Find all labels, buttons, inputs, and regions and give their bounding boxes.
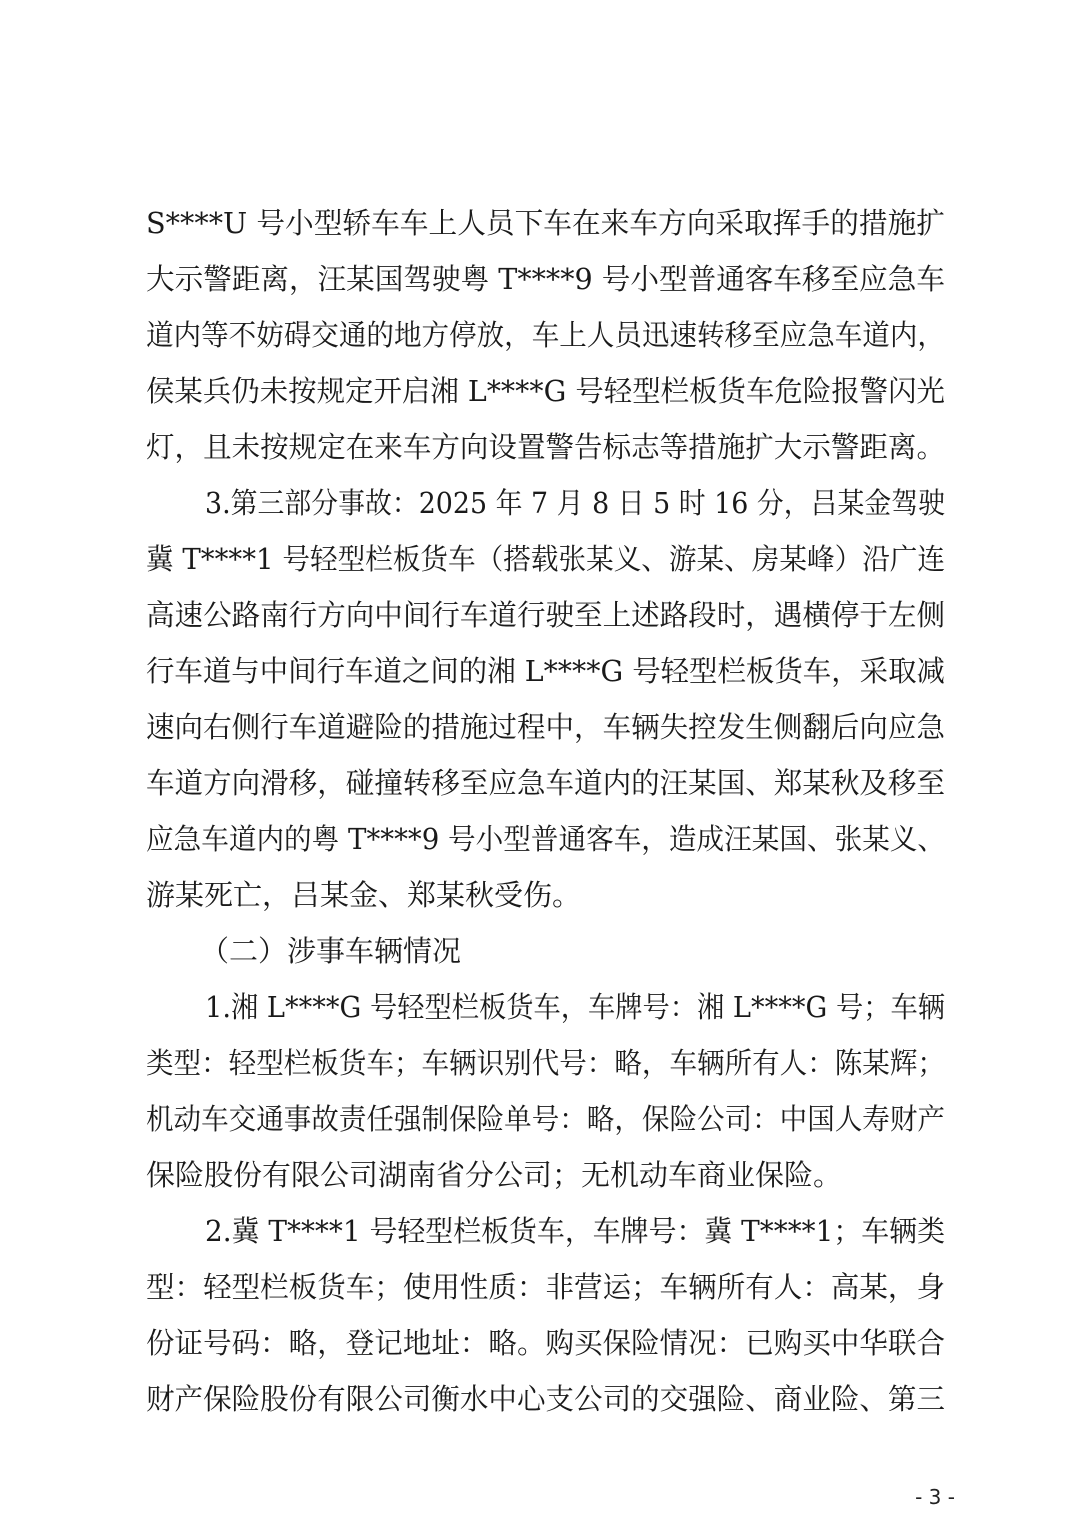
text-line-content: 保险股份有限公司湖南省分公司；无机动车商业保险。 xyxy=(146,1158,843,1192)
text-line-content: 机动车交通事故责任强制保险单号：略，保险公司：中国人寿财产 xyxy=(146,1102,945,1136)
text-line xyxy=(0,759,1080,807)
text-line xyxy=(0,535,1080,583)
text-line xyxy=(0,871,1080,919)
text-line xyxy=(0,1263,1080,1311)
text-line xyxy=(0,479,1080,527)
text-line xyxy=(0,1375,1080,1423)
text-line xyxy=(0,1151,1080,1199)
text-line-content: 大示警距离，汪某国驾驶粤 T****9 号小型普通客车移至应急车 xyxy=(146,262,945,296)
text-line-content: 3.第三部分事故：2025 年 7 月 8 日 5 时 16 分，吕某金驾驶 xyxy=(205,486,945,520)
text-line xyxy=(0,591,1080,639)
text-line xyxy=(0,1319,1080,1367)
text-line-content: 类型：轻型栏板货车；车辆识别代号：略，车辆所有人：陈某辉； xyxy=(146,1046,945,1080)
text-line-content: 速向右侧行车道避险的措施过程中，车辆失控发生侧翻后向应急 xyxy=(146,710,946,744)
text-line-content: 灯，且未按规定在来车方向设置警告标志等措施扩大示警距离。 xyxy=(146,430,946,464)
text-line-content: 车道方向滑移，碰撞转移至应急车道内的汪某国、郑某秋及移至 xyxy=(146,766,946,800)
text-line-content: S****U 号小型轿车车上人员下车在来车方向采取挥手的措施扩 xyxy=(146,206,945,240)
text-line-content: 道内等不妨碍交通的地方停放，车上人员迅速转移至应急车道内， xyxy=(146,318,945,352)
text-line-content: 游某死亡，吕某金、郑某秋受伤。 xyxy=(146,878,582,912)
text-line-content: 份证号码：略，登记地址：略。购买保险情况：已购买中华联合 xyxy=(146,1326,946,1360)
text-line xyxy=(0,1039,1080,1087)
text-line-content: 高速公路南行方向中间行车道行驶至上述路段时，遇横停于左侧 xyxy=(146,598,946,632)
page-number: - 3 - xyxy=(915,1485,955,1509)
text-line xyxy=(0,423,1080,471)
text-line xyxy=(0,367,1080,415)
text-line xyxy=(0,703,1080,751)
text-line-content: 侯某兵仍未按规定开启湘 L****G 号轻型栏板货车危险报警闪光 xyxy=(146,374,945,408)
text-line-content: 型：轻型栏板货车；使用性质：非营运；车辆所有人：高某，身 xyxy=(146,1270,946,1304)
text-line-content: 行车道与中间行车道之间的湘 L****G 号轻型栏板货车，采取减 xyxy=(146,654,945,688)
section-heading xyxy=(0,927,1080,975)
text-line xyxy=(0,311,1080,359)
text-line xyxy=(0,647,1080,695)
text-line-content: 应急车道内的粤 T****9 号小型普通客车，造成汪某国、张某义、 xyxy=(146,822,946,856)
text-line xyxy=(0,815,1080,863)
text-line xyxy=(0,1095,1080,1143)
text-line-content: 冀 T****1 号轻型栏板货车（搭载张某义、游某、房某峰）沿广连 xyxy=(146,542,946,576)
text-line xyxy=(0,255,1080,303)
text-line-content: 1.湘 L****G 号轻型栏板货车，车牌号：湘 L****G 号；车辆 xyxy=(205,990,945,1024)
text-line xyxy=(0,1207,1080,1255)
text-line-content: 财产保险股份有限公司衡水中心支公司的交强险、商业险、第三 xyxy=(146,1382,946,1416)
text-line-content: 2.冀 T****1 号轻型栏板货车，车牌号：冀 T****1；车辆类 xyxy=(205,1214,946,1248)
text-line xyxy=(0,983,1080,1031)
text-line xyxy=(0,199,1080,247)
section-heading-text: （二）涉事车辆情况 xyxy=(200,934,462,968)
